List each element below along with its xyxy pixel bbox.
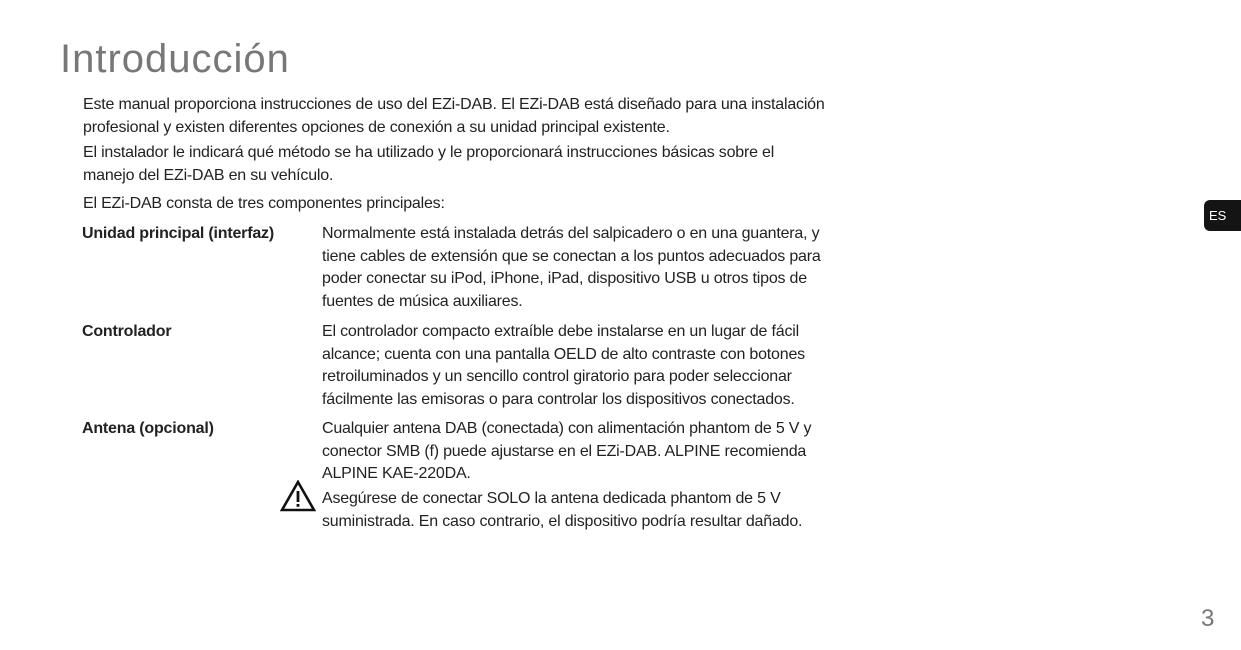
component-description-controller: El controlador compacto extraíble debe instalarse en un lugar de fácil alcance; cuenta con una pantalla OELD de alto contraste con botones retroiluminados y un sencillo control giratorio para poder seleccionar fácilmente las emisoras o para controlar los dispositivos conectados. xyxy=(322,323,805,408)
component-term-main-unit: Unidad principal (interfaz) xyxy=(82,225,274,242)
warning-triangle-icon xyxy=(280,480,316,512)
language-tab: ES xyxy=(1204,200,1241,231)
component-term-antenna: Antena (opcional) xyxy=(82,420,214,437)
component-term-controller: Controlador xyxy=(82,323,172,340)
intro-paragraph-1: Este manual proporciona instrucciones de uso del EZi-DAB. El EZi-DAB está diseñado para una instalación profesional y existen diferentes opciones de conexión a su unidad principal existente. xyxy=(83,96,825,136)
page-title: Introducción xyxy=(60,37,290,81)
warning-text: Asegúrese de conectar SOLO la antena dedicada phantom de 5 V suministrada. En caso contrario, el dispositivo podría resultar dañado. xyxy=(322,490,803,530)
intro-paragraph-2: El instalador le indicará qué método se ha utilizado y le proporcionará instrucciones básicas sobre el manejo del EZi-DAB en su vehículo. xyxy=(83,144,775,184)
component-description-antenna: Cualquier antena DAB (conectada) con alimentación phantom de 5 V y conector SMB (f) puede ajustarse en el EZi-DAB. ALPINE recomienda ALPINE KAE-220DA. xyxy=(322,420,812,482)
intro-paragraph-3: El EZi-DAB consta de tres componentes principales: xyxy=(83,195,445,212)
page-number: 3 xyxy=(1201,605,1215,632)
component-description-main-unit: Normalmente está instalada detrás del salpicadero o en una guantera, y tiene cables de extensión que se conectan a los puntos adecuados para poder conectar su iPod, iPhone, iPad, dispositivo USB u otros tipos de fuentes de música auxiliares. xyxy=(322,225,821,310)
